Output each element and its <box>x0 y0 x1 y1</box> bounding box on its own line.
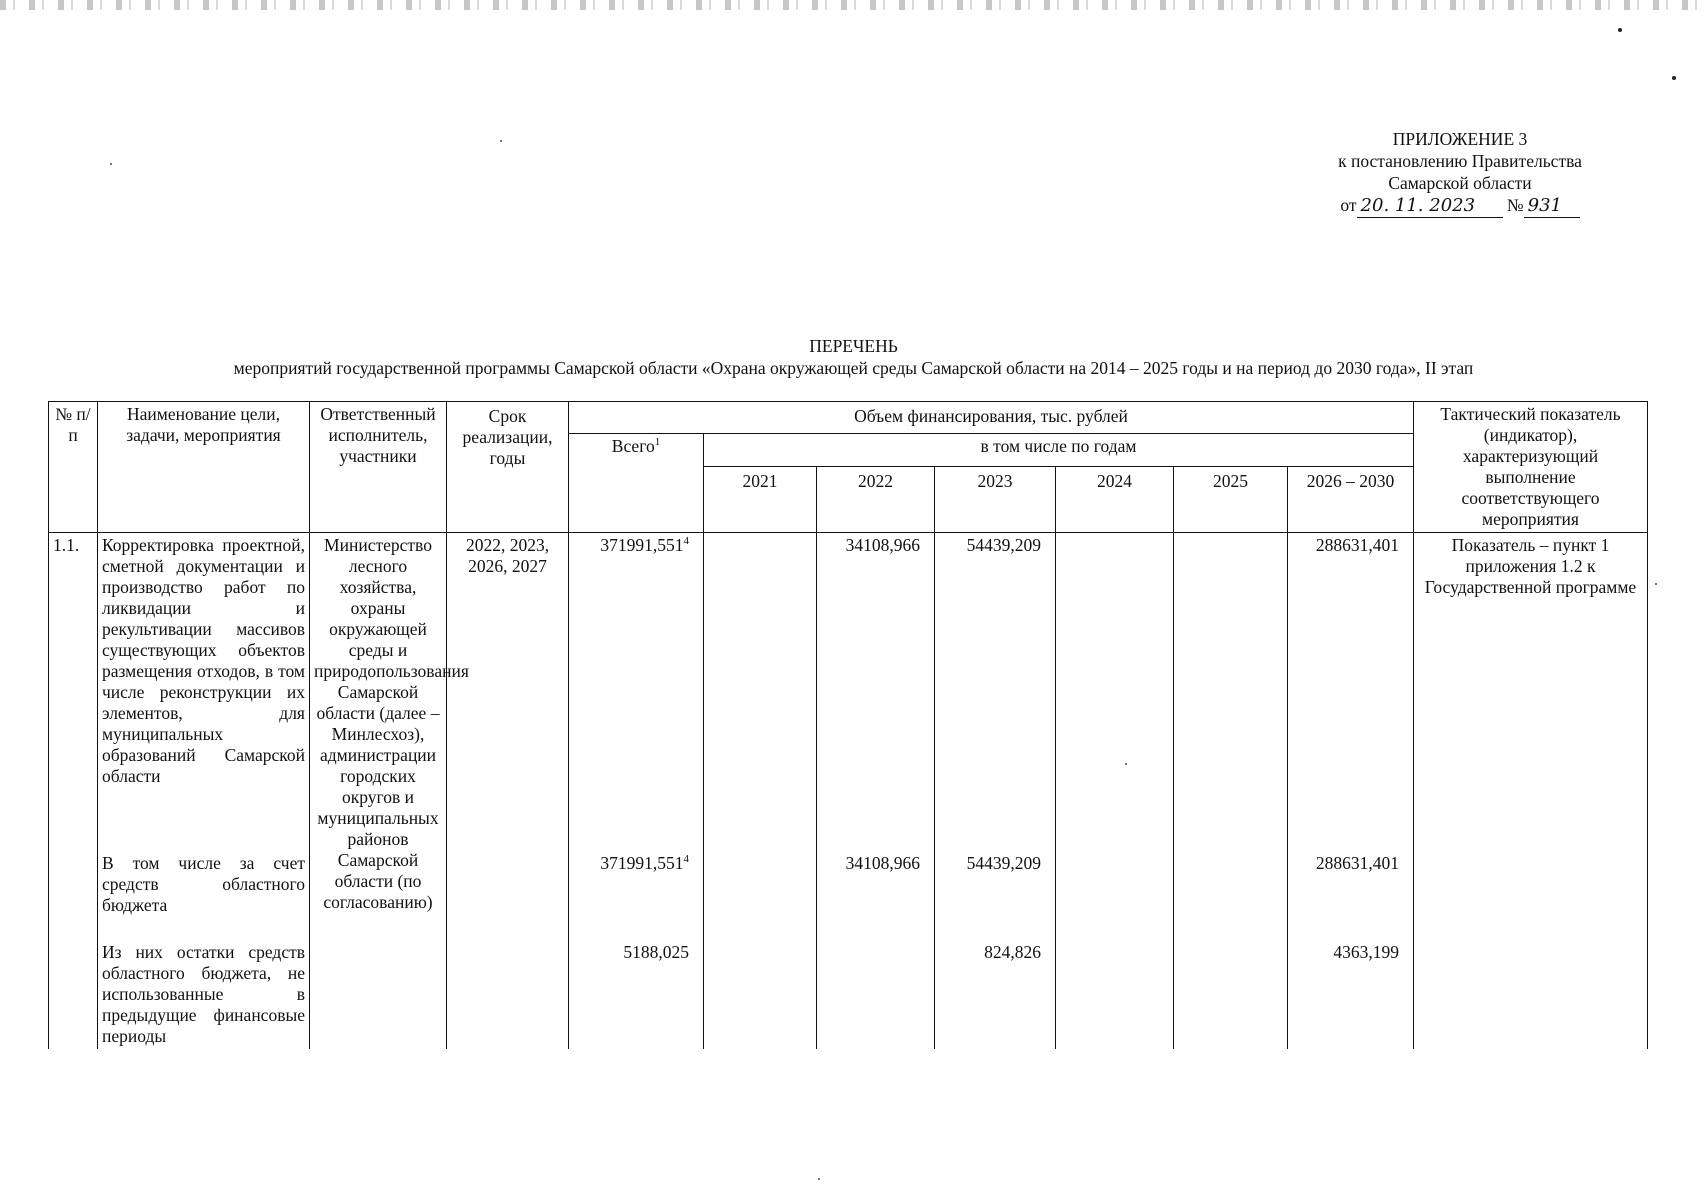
footnote-mark: 1 <box>654 436 661 449</box>
year-2024-cell <box>1056 851 1174 940</box>
header-name: Наименование цели, задачи, мероприятия <box>98 402 310 533</box>
scan-speck <box>1672 76 1676 80</box>
scan-speck <box>500 140 502 142</box>
date-prefix: от <box>1340 195 1357 215</box>
header-funding: Объем финансирования, тыс. рублей <box>569 402 1414 434</box>
table-row <box>49 533 1648 852</box>
header-year: 2025 <box>1174 467 1288 533</box>
year-2022-cell <box>817 940 935 1049</box>
scan-artifact-top <box>0 0 1707 10</box>
header-total: Всего$^1$ <box>569 434 704 533</box>
header-period: Срок реализации, годы <box>447 402 569 533</box>
year-2025-cell <box>1174 851 1288 940</box>
header-by-years: в том числе по годам <box>704 434 1414 467</box>
year-2025-cell <box>1174 940 1288 1049</box>
scan-speck <box>818 1178 820 1180</box>
year-2021-cell <box>704 940 817 1049</box>
header-num: № п/п <box>49 402 98 533</box>
total-cell: 371991,551$^4$ <box>569 533 704 852</box>
activities-table <box>48 401 1648 1049</box>
year-2024-cell <box>1056 940 1174 1049</box>
year-2024-cell <box>1056 533 1174 852</box>
header-year: 2024 <box>1056 467 1174 533</box>
activity-name: Из них остатки средств областного бюджета, не использованные в предыдущие финансовые периоды <box>98 940 310 1049</box>
header-executor: Ответственный исполнитель, участники <box>310 402 447 533</box>
footnote-mark: 4 <box>683 853 689 866</box>
table-row <box>49 851 1648 940</box>
year-2026-2030-cell: 4363,199 <box>1288 940 1414 1049</box>
table-row <box>49 940 1648 1049</box>
year-2021-cell <box>704 533 817 852</box>
header-year: 2023 <box>935 467 1056 533</box>
year-2021-cell <box>704 851 817 940</box>
year-2022-cell: 34108,966 <box>817 851 935 940</box>
total-cell: 371991,551$^4$ <box>569 851 704 940</box>
annex-title: ПРИЛОЖЕНИЕ 3 <box>1392 129 1528 149</box>
header-year: 2021 <box>704 467 817 533</box>
header-year: 2022 <box>817 467 935 533</box>
document-title: ПЕРЕЧЕНЬ <box>809 336 898 356</box>
total-cell: 5188,025 <box>569 940 704 1049</box>
annex-line-2: Самарской области <box>1388 173 1532 193</box>
scan-speck <box>110 163 112 165</box>
header-indicator: Тактический показатель (индикатор), характеризующий выполнение соответствующего мероприятия <box>1414 402 1648 533</box>
year-2023-cell: 824,826 <box>935 940 1056 1049</box>
footnote-mark: 4 <box>683 535 689 548</box>
activity-name: Корректировка проектной, сметной документации и производство работ по ликвидации и рекультивации массивов существующих объектов размещения отходов, в том числе реконструкции их элементов, для муниципальных образований Самарской области <box>98 533 310 852</box>
annex-signature-line <box>1290 194 1630 218</box>
number-prefix: № <box>1506 195 1524 215</box>
year-2023-cell: 54439,209 <box>935 533 1056 852</box>
document-subtitle: мероприятий государственной программы Самарской области «Охрана окружающей среды Самарской области на 2014 – 2025 годы и на период до 2030 года», II этап <box>233 358 1474 378</box>
annex-header <box>1290 128 1630 218</box>
handwritten-date: 20. 11. 2023 <box>1357 195 1503 218</box>
scan-speck <box>1618 28 1622 32</box>
annex-line-1: к постановлению Правительства <box>1338 151 1582 171</box>
period-cell: 2022, 2023, 2026, 2027 <box>447 533 569 1050</box>
year-2026-2030-cell: 288631,401 <box>1288 533 1414 852</box>
header-year: 2026 – 2030 <box>1288 467 1414 533</box>
activity-name: В том числе за счет средств областного бюджета <box>98 851 310 940</box>
scan-speck <box>1655 583 1657 585</box>
year-2025-cell <box>1174 533 1288 852</box>
year-2022-cell: 34108,966 <box>817 533 935 852</box>
year-2026-2030-cell: 288631,401 <box>1288 851 1414 940</box>
executor-cell: Министерство лесного хозяйства, охраны окружающей среды и природопользования Самарской области (далее – Минлесхоз), администрации городских округов и муниципальных районов Самарской области (по согласованию) <box>310 533 447 1050</box>
indicator-cell: Показатель – пункт 1 приложения 1.2 к Государственной программе <box>1414 533 1648 1050</box>
row-number: 1.1. <box>49 533 98 1050</box>
year-2023-cell: 54439,209 <box>935 851 1056 940</box>
handwritten-number: 931 <box>1524 195 1580 218</box>
